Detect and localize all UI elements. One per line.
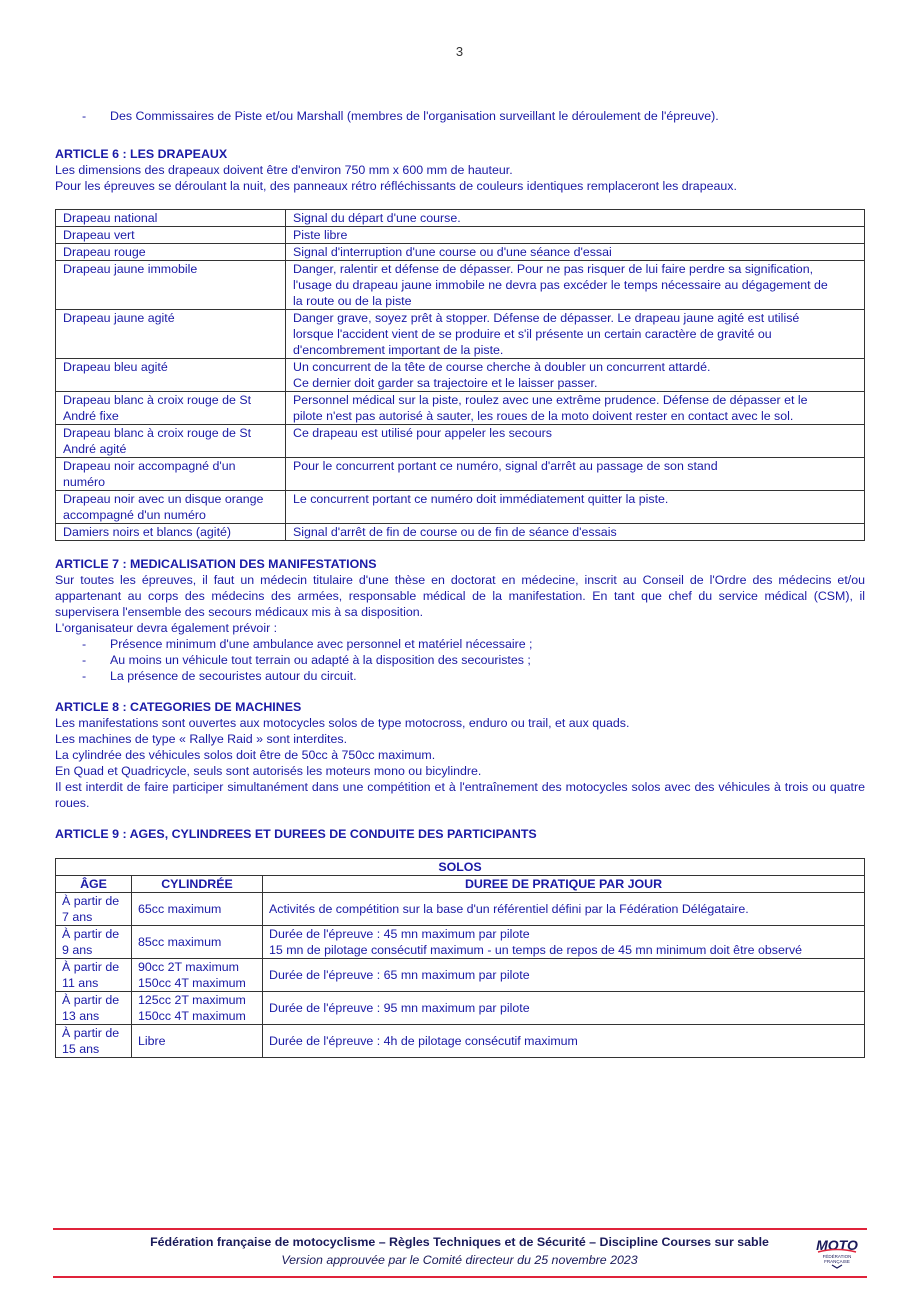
flag-meaning-line: Pour le concurrent portant ce numéro, signal d'arrêt au passage de son stand [293,459,718,473]
flag-meaning-line: la route ou de la piste [293,294,412,308]
flag-name [56,524,286,541]
duration-cell [263,926,865,959]
age-cell-line: 15 ans [62,1042,100,1056]
cylinder-cell [132,1025,263,1058]
age-cell [56,893,132,926]
footer-top-rule [53,1228,867,1230]
flag-row [56,227,865,244]
article-6 [55,146,865,541]
flag-row [56,310,865,359]
flag-name [56,310,286,359]
article-8-line: Les machines de type « Rallye Raid » sont interdites. [55,732,348,746]
flag-meaning [286,244,865,261]
flag-name-line: Drapeau jaune immobile [63,262,198,276]
flag-name [56,392,286,425]
flag-row [56,261,865,310]
flag-meaning-line: Ce dernier doit garder sa trajectoire et le laisser passer. [293,376,598,390]
flag-row [56,210,865,227]
flag-meaning-line: pilote n'est pas autorisé à sauter, les roues de la moto doivent rester en contact avec le sol. [293,409,794,423]
cylinder-cell [132,926,263,959]
article-6-title: ARTICLE 6 : LES DRAPEAUX [55,147,228,161]
duration-cell [263,959,865,992]
flag-meaning-line: Signal du départ d'une course. [293,211,461,225]
list-item [55,668,865,684]
flag-name [56,491,286,524]
flag-meaning [286,359,865,392]
cylinder-cell-line: 150cc 4T maximum [138,1009,246,1023]
article-7-title: ARTICLE 7 : MEDICALISATION DES MANIFESTATIONS [55,557,377,571]
flag-meaning-line: Le concurrent portant ce numéro doit immédiatement quitter la piste. [293,492,669,506]
flag-name-line: Drapeau vert [63,228,135,242]
article-7 [55,556,865,684]
ffm-logo [814,1235,860,1269]
age-cell-line: À partir de [62,1026,120,1040]
flag-name [56,261,286,310]
duration-cell [263,1025,865,1058]
flag-meaning-line: Un concurrent de la tête de course cherche à doubler un concurrent attardé. [293,360,711,374]
duration-cell [263,893,865,926]
flag-name [56,210,286,227]
age-cell-line: 11 ans [62,976,99,990]
age-cell-line: 13 ans [62,1009,100,1023]
footer-bottom-rule [53,1276,867,1278]
article-9-title: ARTICLE 9 : AGES, CYLINDREES ET DUREES DE CONDUITE DES PARTICIPANTS [55,827,537,841]
flag-row [56,458,865,491]
age-cell-line: À partir de [62,927,120,941]
list-item [55,652,865,668]
duration-cell-line: Activités de compétition sur la base d'un référentiel défini par la Fédération Délégataire. [269,902,749,916]
flag-name-line: André fixe [63,409,119,423]
article-8-title: ARTICLE 8 : CATEGORIES DE MACHINES [55,700,302,714]
article-8-line: En Quad et Quadricycle, seuls sont autorisés les moteurs mono ou bicylindre. [55,764,482,778]
article-6-line: Les dimensions des drapeaux doivent être d'environ 750 mm x 600 mm de hauteur. [55,163,513,177]
flag-meaning-line: Danger grave, soyez prêt à stopper. Défense de dépasser. Le drapeau jaune agité est utilisé [293,311,800,325]
flag-name-line: numéro [63,475,106,489]
cylinder-cell-line: 65cc maximum [138,902,222,916]
solos-table [55,858,865,1058]
flag-meaning-line: Signal d'interruption d'une course ou d'une séance d'essai [293,245,612,259]
duration-cell [263,992,865,1025]
age-cell [56,1025,132,1058]
duration-cell-line: Durée de l'épreuve : 65 mn maximum par pilote [269,968,530,982]
flag-meaning [286,425,865,458]
cylinder-cell-line: 85cc maximum [138,935,222,949]
article-8-line: Les manifestations sont ouvertes aux motocycles solos de type motocross, enduro ou trail, et aux quads. [55,716,630,730]
intro-list-item [55,108,865,124]
duration-cell-line: Durée de l'épreuve : 4h de pilotage consécutif maximum [269,1034,578,1048]
header-age: ÂGE [56,876,132,893]
flag-meaning [286,524,865,541]
article-9 [55,826,865,1058]
article-7-lead: L'organisateur devra également prévoir : [55,621,278,635]
flag-name-line: Drapeau jaune agité [63,311,175,325]
age-cell-line: 9 ans [62,943,93,957]
flag-meaning-line: Piste libre [293,228,348,242]
flag-name [56,458,286,491]
age-cell [56,959,132,992]
flag-name [56,359,286,392]
flag-meaning-line: d'encombrement important de la piste. [293,343,504,357]
logo-sub2: FRANÇAISE [824,1259,850,1264]
flag-name [56,227,286,244]
article-6-line: Pour les épreuves se déroulant la nuit, des panneaux rétro réfléchissants de couleurs identiques remplaceront les drapeaux. [55,179,737,193]
flag-row [56,244,865,261]
flag-row [56,524,865,541]
flag-row [56,392,865,425]
solos-row [56,959,865,992]
flag-row [56,425,865,458]
flag-meaning [286,227,865,244]
cylinder-cell-line: 125cc 2T maximum [138,993,246,1007]
footer-title: Fédération française de motocyclisme – Règles Techniques et de Sécurité – Discipline Courses sur sable [150,1235,769,1249]
page-content [55,108,865,1058]
list-item-text: La présence de secouristes autour du circuit. [110,669,357,683]
age-cell-line: À partir de [62,894,120,908]
age-cell-line: 7 ans [62,910,93,924]
page-number: 3 [455,44,464,59]
flag-meaning-line: lorsque l'accident vient de se produire et s'il présente un certain caractère de gravité ou [293,327,772,341]
solos-row [56,992,865,1025]
flag-name [56,244,286,261]
solos-row [56,893,865,926]
flag-meaning-line: Ce drapeau est utilisé pour appeler les secours [293,426,552,440]
solos-table-title: SOLOS [56,859,865,876]
flag-name-line: Drapeau bleu agité [63,360,168,374]
footer-version: Version approuvée par le Comité directeur du 25 novembre 2023 [281,1253,638,1267]
cylinder-cell [132,992,263,1025]
flag-name-line: Drapeau blanc à croix rouge de St [63,426,252,440]
flag-name-line: Damiers noirs et blancs (agité) [63,525,232,539]
dash-bullet: - [82,653,87,667]
dash-bullet: - [82,669,87,683]
flag-meaning-line: Personnel médical sur la piste, roulez avec une extrême prudence. Défense de dépasser et le [293,393,808,407]
cylinder-cell [132,893,263,926]
flag-name-line: Drapeau noir accompagné d'un [63,459,236,473]
duration-cell-line: Durée de l'épreuve : 45 mn maximum par pilote [269,927,530,941]
flag-name-line: Drapeau noir avec un disque orange [63,492,264,506]
flag-name-line: accompagné d'un numéro [63,508,206,522]
cylinder-cell-line: 90cc 2T maximum [138,960,239,974]
cylinder-cell-line: Libre [138,1034,166,1048]
list-item [55,636,865,652]
age-cell [56,992,132,1025]
flag-meaning [286,310,865,359]
flag-meaning [286,458,865,491]
flag-meaning-line: Signal d'arrêt de fin de course ou de fin de séance d'essais [293,525,617,539]
solos-row [56,926,865,959]
duration-cell-line: Durée de l'épreuve : 95 mn maximum par pilote [269,1001,530,1015]
cylinder-cell-line: 150cc 4T maximum [138,976,246,990]
flag-name-line: Drapeau rouge [63,245,146,259]
list-item-text: Présence minimum d'une ambulance avec personnel et matériel nécessaire ; [110,637,533,651]
dash-bullet: - [82,637,87,651]
logo-sub1: FÉDÉRATION [822,1254,852,1259]
age-cell-line: À partir de [62,960,120,974]
flags-table [55,209,865,541]
duration-cell-line: 15 mn de pilotage consécutif maximum - un temps de repos de 45 mn minimum doit être observé [269,943,803,957]
header-duration: DUREE DE PRATIQUE PAR JOUR [263,876,865,893]
solos-row [56,1025,865,1058]
dash-bullet: - [82,109,87,123]
header-cylinder: CYLINDRÉE [132,876,263,893]
flag-meaning [286,210,865,227]
intro-item-text: Des Commissaires de Piste et/ou Marshall (membres de l'organisation surveillant le déroulement de l'épreuve). [110,109,719,123]
article-8 [55,699,865,811]
flag-name-line: Drapeau national [63,211,158,225]
list-item-text: Au moins un véhicule tout terrain ou adapté à la disposition des secouristes ; [110,653,531,667]
flag-meaning [286,392,865,425]
flag-row [56,359,865,392]
article-8-last: Il est interdit de faire participer simultanément dans une compétition et à l'entraînement des motocycles solos avec des véhicules à trois ou quatre roues. [55,780,865,810]
article-7-paragraph: Sur toutes les épreuves, il faut un médecin titulaire d'une thèse en doctorat en médecine, inscrit au Conseil de l'Ordre des médecins et/ou appartenant au corps des médecins des armées, responsable médical de la manifestation. En tant que chef du service médical (CSM), il supervisera l'ensemble des secours médicaux mis à sa disposition. [55,573,865,619]
flag-name-line: André agité [63,442,127,456]
flag-name [56,425,286,458]
age-cell-line: À partir de [62,993,120,1007]
logo-word: MOTO [816,1237,858,1253]
flag-name-line: Drapeau blanc à croix rouge de St [63,393,252,407]
flag-meaning [286,491,865,524]
flag-meaning-line: Danger, ralentir et défense de dépasser. Pour ne pas risquer de lui faire perdre sa signification, [293,262,814,276]
flag-row [56,491,865,524]
cylinder-cell [132,959,263,992]
age-cell [56,926,132,959]
article-8-line: La cylindrée des véhicules solos doit être de 50cc à 750cc maximum. [55,748,436,762]
flag-meaning [286,261,865,310]
flag-meaning-line: l'usage du drapeau jaune immobile ne devra pas excéder le temps nécessaire au dégagement de [293,278,828,292]
